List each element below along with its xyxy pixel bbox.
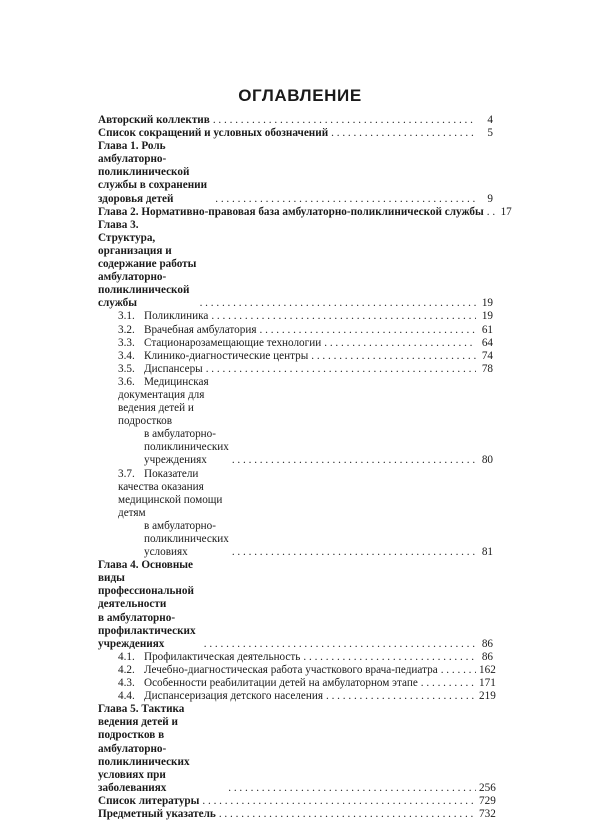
toc-entry-line: Глава 4. Основные виды профессиональной деятельности (98, 559, 194, 611)
toc-page-number: 86 (481, 637, 493, 650)
toc-entry-text: Список литературы (98, 794, 200, 807)
toc-entry-text (118, 677, 418, 690)
leader-dots (204, 638, 476, 651)
leader-dots (311, 350, 476, 363)
leader-dots (260, 324, 477, 337)
toc-entry[interactable] (98, 794, 496, 808)
toc-entry[interactable] (98, 127, 493, 140)
toc-entry[interactable] (98, 114, 493, 127)
toc-entry-text (98, 559, 201, 651)
toc-entry-line: здоровья детей (98, 192, 174, 205)
section-title: Поликлиника (144, 310, 209, 323)
toc-entry-text (98, 140, 212, 205)
toc-entry-text (118, 376, 229, 468)
table-of-contents (98, 114, 512, 821)
toc-subentry[interactable] (98, 468, 493, 560)
toc-subentry[interactable] (98, 324, 493, 337)
toc-entry[interactable] (98, 140, 493, 205)
toc-page-number: 19 (481, 310, 493, 323)
section-title: Медицинская документация для ведения детей и подростков (118, 375, 209, 428)
toc-entry-line (118, 468, 229, 520)
leader-dots (441, 664, 476, 677)
toc-page-number: 162 (479, 663, 496, 676)
toc-subentry[interactable] (98, 310, 493, 323)
leader-dots (215, 193, 476, 206)
toc-subentry[interactable] (98, 690, 496, 703)
toc-entry[interactable] (98, 219, 493, 311)
section-number: 3.5. (118, 362, 135, 375)
toc-entry-text (118, 350, 308, 363)
toc-entry-text (118, 337, 321, 350)
leader-dots (326, 690, 476, 703)
toc-entry-line: в амбулаторно-профилактических учреждениях (98, 611, 196, 650)
section-number: 3.6. (118, 375, 135, 388)
toc-entry-line: условиях при заболеваниях (98, 768, 167, 794)
toc-entry-line: Глава 3. Структура, организация и содержание работы (98, 218, 197, 271)
toc-page-number: 17 (500, 205, 512, 218)
toc-entry-text (118, 363, 203, 376)
section-title: Диспансеризация детского населения (144, 690, 323, 703)
page-title: ОГЛАВЛЕНИЕ (238, 86, 362, 105)
toc-entry[interactable] (98, 559, 493, 651)
section-title: Особенности реабилитации детей на амбулаторном этапе (144, 677, 418, 690)
toc-page-number: 9 (487, 192, 493, 205)
toc-entry-text (118, 664, 438, 677)
toc-entry[interactable] (98, 807, 496, 821)
toc-entry-text (118, 324, 257, 337)
section-number: 4.2. (118, 663, 135, 676)
section-number: 4.4. (118, 690, 135, 703)
toc-page-number: 219 (479, 690, 496, 703)
toc-page-number: 729 (479, 794, 496, 807)
section-title: Клинико-диагностические центры (144, 349, 309, 362)
toc-subentry[interactable] (98, 337, 493, 350)
leader-dots (232, 454, 476, 467)
toc-page-number: 5 (487, 127, 493, 140)
toc-page-number: 19 (481, 297, 493, 310)
leader-dots (219, 808, 476, 821)
toc-page-number: 732 (479, 807, 496, 820)
section-title: Показатели качества оказания медицинской помощи детям (118, 467, 223, 519)
toc-subentry[interactable] (98, 376, 493, 468)
toc-entry[interactable] (98, 205, 512, 219)
toc-entry-line (118, 376, 229, 428)
toc-entry-line: Глава 1. Роль амбулаторно-поликлинической службы в сохранении (98, 140, 208, 192)
section-title: Лечебно-диагностическая работа участкового врача-педиатра (144, 663, 438, 676)
toc-subentry[interactable] (98, 350, 493, 363)
toc-page-number: 256 (479, 781, 496, 794)
section-number: 3.2. (118, 323, 135, 336)
toc-page-number: 80 (481, 454, 493, 467)
section-number: 3.4. (118, 349, 135, 362)
section-title: Врачебная амбулатория (144, 323, 257, 336)
leader-dots (331, 127, 476, 140)
toc-page-number: 61 (481, 323, 493, 336)
toc-page-number: 74 (481, 349, 493, 362)
section-number: 3.1. (118, 310, 135, 323)
toc-entry-line: в амбулаторно-поликлинических учреждениях (144, 428, 229, 467)
toc-page-number: 4 (487, 114, 493, 126)
leader-dots (200, 297, 476, 310)
toc-entry-text: Авторский коллектив (98, 114, 210, 126)
toc-entry-line: в амбулаторно-поликлинических условиях (144, 519, 229, 559)
leader-dots (421, 677, 476, 690)
section-title: Диспансеры (144, 362, 203, 375)
leader-dots (228, 782, 476, 795)
toc-page-number: 86 (481, 650, 493, 663)
toc-subentry[interactable] (98, 677, 496, 690)
leader-dots (303, 651, 476, 664)
leader-dots (487, 206, 495, 219)
toc-entry[interactable] (98, 703, 496, 795)
toc-entry-text (118, 651, 300, 664)
toc-entry-text (98, 703, 225, 795)
leader-dots (211, 310, 476, 323)
toc-entry-text (118, 690, 323, 703)
toc-subentry[interactable] (98, 363, 493, 376)
toc-subentry[interactable] (98, 663, 496, 677)
leader-dots (213, 114, 476, 127)
toc-entry-line: амбулаторно-поликлинической службы (98, 271, 190, 310)
section-title: Стационарозамещающие технологии (144, 336, 322, 349)
toc-entry-text (98, 219, 197, 311)
toc-page-number: 64 (481, 336, 493, 349)
toc-entry-text: Глава 2. Нормативно-правовая база амбулаторно-поликлинической службы (98, 205, 484, 218)
section-number: 4.1. (118, 650, 135, 663)
section-title: Профилактическая деятельность (144, 650, 301, 663)
section-number: 4.3. (118, 677, 135, 690)
leader-dots (206, 363, 476, 376)
toc-entry-line: Глава 5. Тактика ведения детей и подростков в амбулаторно-поликлинических (98, 703, 190, 768)
toc-page-number: 171 (479, 677, 496, 690)
leader-dots (202, 795, 476, 808)
toc-page-number: 78 (481, 362, 493, 375)
section-number: 3.3. (118, 336, 135, 349)
toc-entry-text: Предметный указатель (98, 807, 216, 820)
toc-entry-text: Список сокращений и условных обозначений (98, 127, 329, 140)
toc-entry-text (118, 310, 208, 323)
toc-subentry[interactable] (98, 651, 493, 664)
leader-dots (232, 546, 476, 559)
leader-dots (324, 337, 476, 350)
toc-entry-text (118, 468, 229, 560)
toc-page-number: 81 (481, 546, 493, 559)
section-number: 3.7. (118, 467, 135, 480)
